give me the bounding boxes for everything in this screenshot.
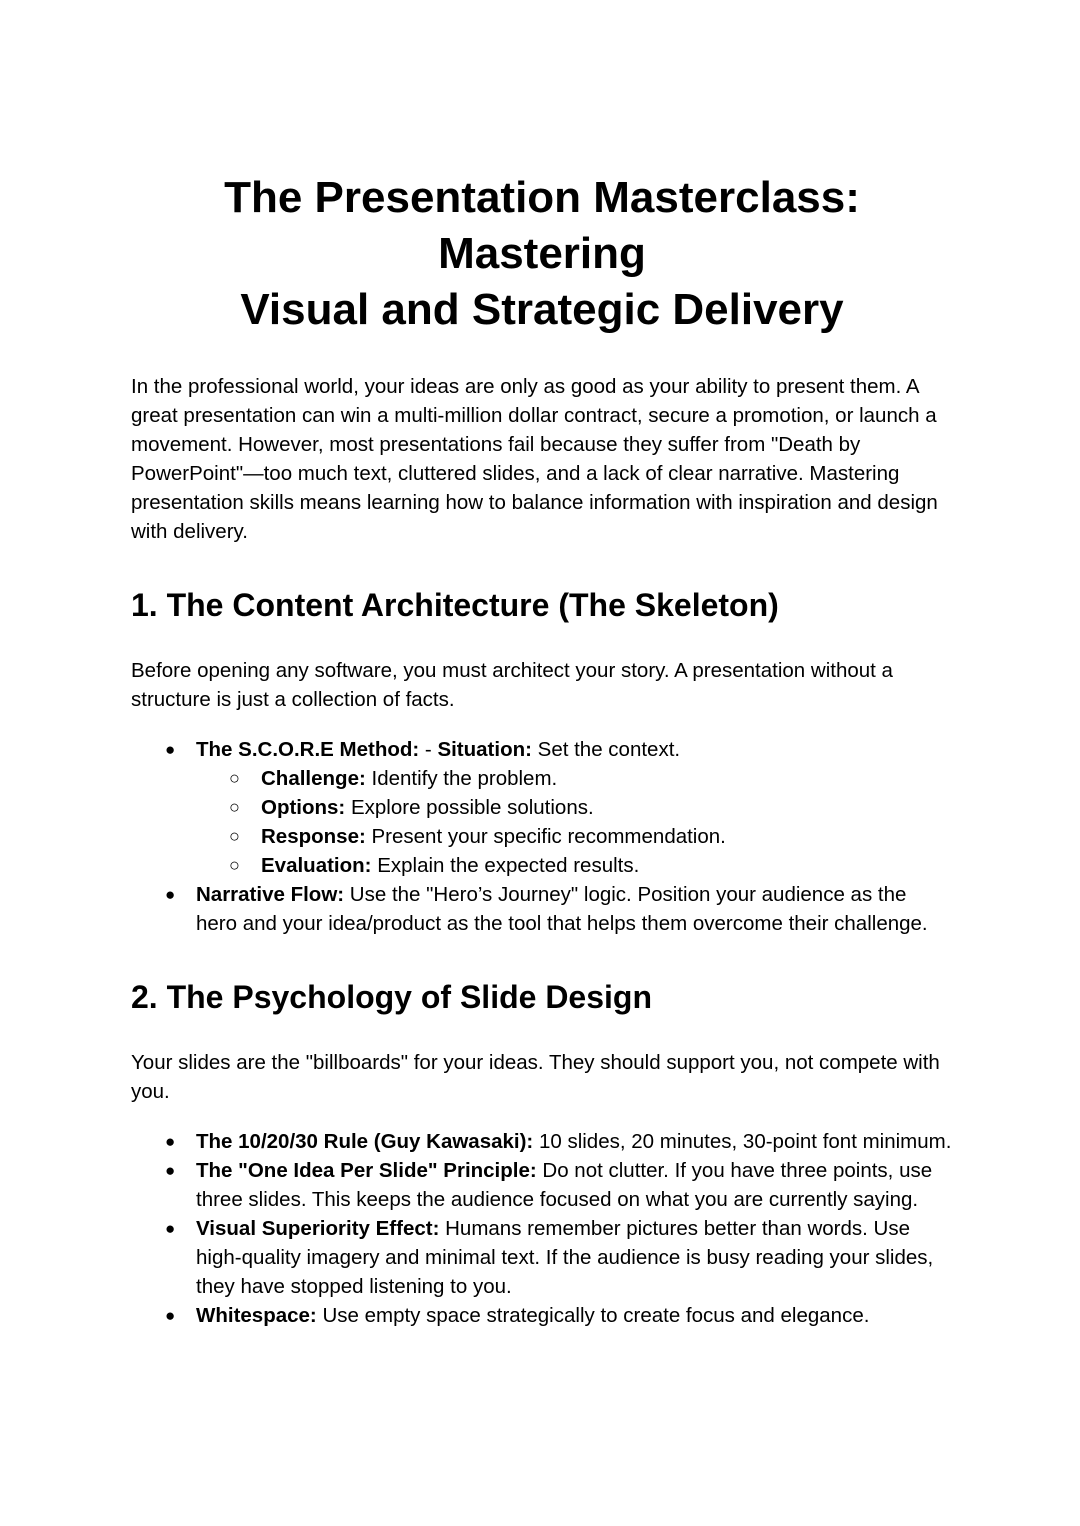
- score-sub-item: [196, 851, 953, 880]
- sub-bullet-icon: ○: [229, 826, 240, 846]
- narrative-flow-text: Use the "Hero’s Journey" logic. Position your audience as the hero and your idea/product as the tool that helps them overcome their challenge.: [196, 883, 928, 935]
- score-sub-item-label: Evaluation:: [261, 854, 372, 877]
- score-sub-item-label: Options:: [261, 796, 346, 819]
- narrative-flow-item: [131, 880, 953, 938]
- section-1-intro: Before opening any software, you must architect your story. A presentation without a structure is just a collection of facts.: [131, 659, 893, 711]
- score-sub-item-label: Challenge:: [261, 767, 366, 790]
- list-item-text: Do not clutter. If you have three points, use three slides. This keeps the audience focused on what you are currently saying.: [196, 1159, 933, 1211]
- score-sub-item: [196, 793, 953, 822]
- section-2-intro: Your slides are the "billboards" for your ideas. They should support you, not compete with you.: [131, 1051, 940, 1103]
- list-item-label: Whitespace:: [196, 1304, 317, 1327]
- list-item-label: The 10/20/30 Rule (Guy Kawasaki):: [196, 1130, 534, 1153]
- list-item-label: Visual Superiority Effect:: [196, 1217, 440, 1240]
- sub-bullet-icon: ○: [229, 768, 240, 788]
- document-title: [131, 170, 953, 338]
- list-item-text: 10 slides, 20 minutes, 30-point font minimum.: [533, 1130, 952, 1153]
- list-item: [131, 1301, 953, 1330]
- narrative-flow-label: Narrative Flow:: [196, 883, 345, 906]
- bullet-icon: ●: [165, 1161, 176, 1180]
- sub-bullet-icon: ○: [229, 797, 240, 817]
- bullet-icon: ●: [165, 885, 176, 904]
- section-2-heading: 2. The Psychology of Slide Design: [131, 979, 652, 1015]
- score-situation-text: Set the context.: [531, 738, 681, 761]
- section-2-bullet-list: [131, 1127, 953, 1330]
- intro-paragraph: In the professional world, your ideas are only as good as your ability to present them. A great presentation can win a multi-million dollar contract, secure a promotion, or launch a movement. However, most presentations fail because they suffer from "Death by PowerPoint"—too much text, cluttered slides, and a lack of clear narrative. Mastering presentation skills means learning how to balance information with inspiration and design with delivery.: [131, 375, 938, 543]
- document-title-line-1: The Presentation Masterclass: Mastering: [224, 173, 860, 278]
- score-sub-item-text: Explore possible solutions.: [345, 796, 594, 819]
- list-item-text: Use empty space strategically to create focus and elegance.: [316, 1304, 870, 1327]
- score-sub-item-text: Present your specific recommendation.: [365, 825, 726, 848]
- list-item-label: The "One Idea Per Slide" Principle:: [196, 1159, 537, 1182]
- list-item: [131, 1156, 953, 1214]
- score-method-item: [131, 735, 953, 880]
- bullet-icon: ●: [165, 1132, 176, 1151]
- score-situation-label: Situation:: [437, 738, 532, 761]
- section-1-heading: 1. The Content Architecture (The Skeleton): [131, 587, 779, 623]
- score-sub-item: [196, 822, 953, 851]
- score-sub-item-label: Response:: [261, 825, 366, 848]
- score-method-label: The S.C.O.R.E Method:: [196, 738, 420, 761]
- bullet-icon: ●: [165, 1219, 176, 1238]
- list-item: [131, 1214, 953, 1301]
- score-sub-item-text: Explain the expected results.: [371, 854, 640, 877]
- list-item: [131, 1127, 953, 1156]
- document-page: [131, 170, 953, 1330]
- score-dash: -: [419, 738, 438, 761]
- sub-bullet-icon: ○: [229, 855, 240, 875]
- section-1-bullet-list: [131, 735, 953, 938]
- score-sub-list: [196, 764, 953, 880]
- score-sub-item: [196, 764, 953, 793]
- bullet-icon: ●: [165, 740, 176, 759]
- score-sub-item-text: Identify the problem.: [365, 767, 558, 790]
- bullet-icon: ●: [165, 1306, 176, 1325]
- document-title-line-2: Visual and Strategic Delivery: [240, 285, 844, 334]
- list-item-text: Humans remember pictures better than words. Use high-quality imagery and minimal text. If the audience is busy reading your slides, they have stopped listening to you.: [196, 1217, 934, 1298]
